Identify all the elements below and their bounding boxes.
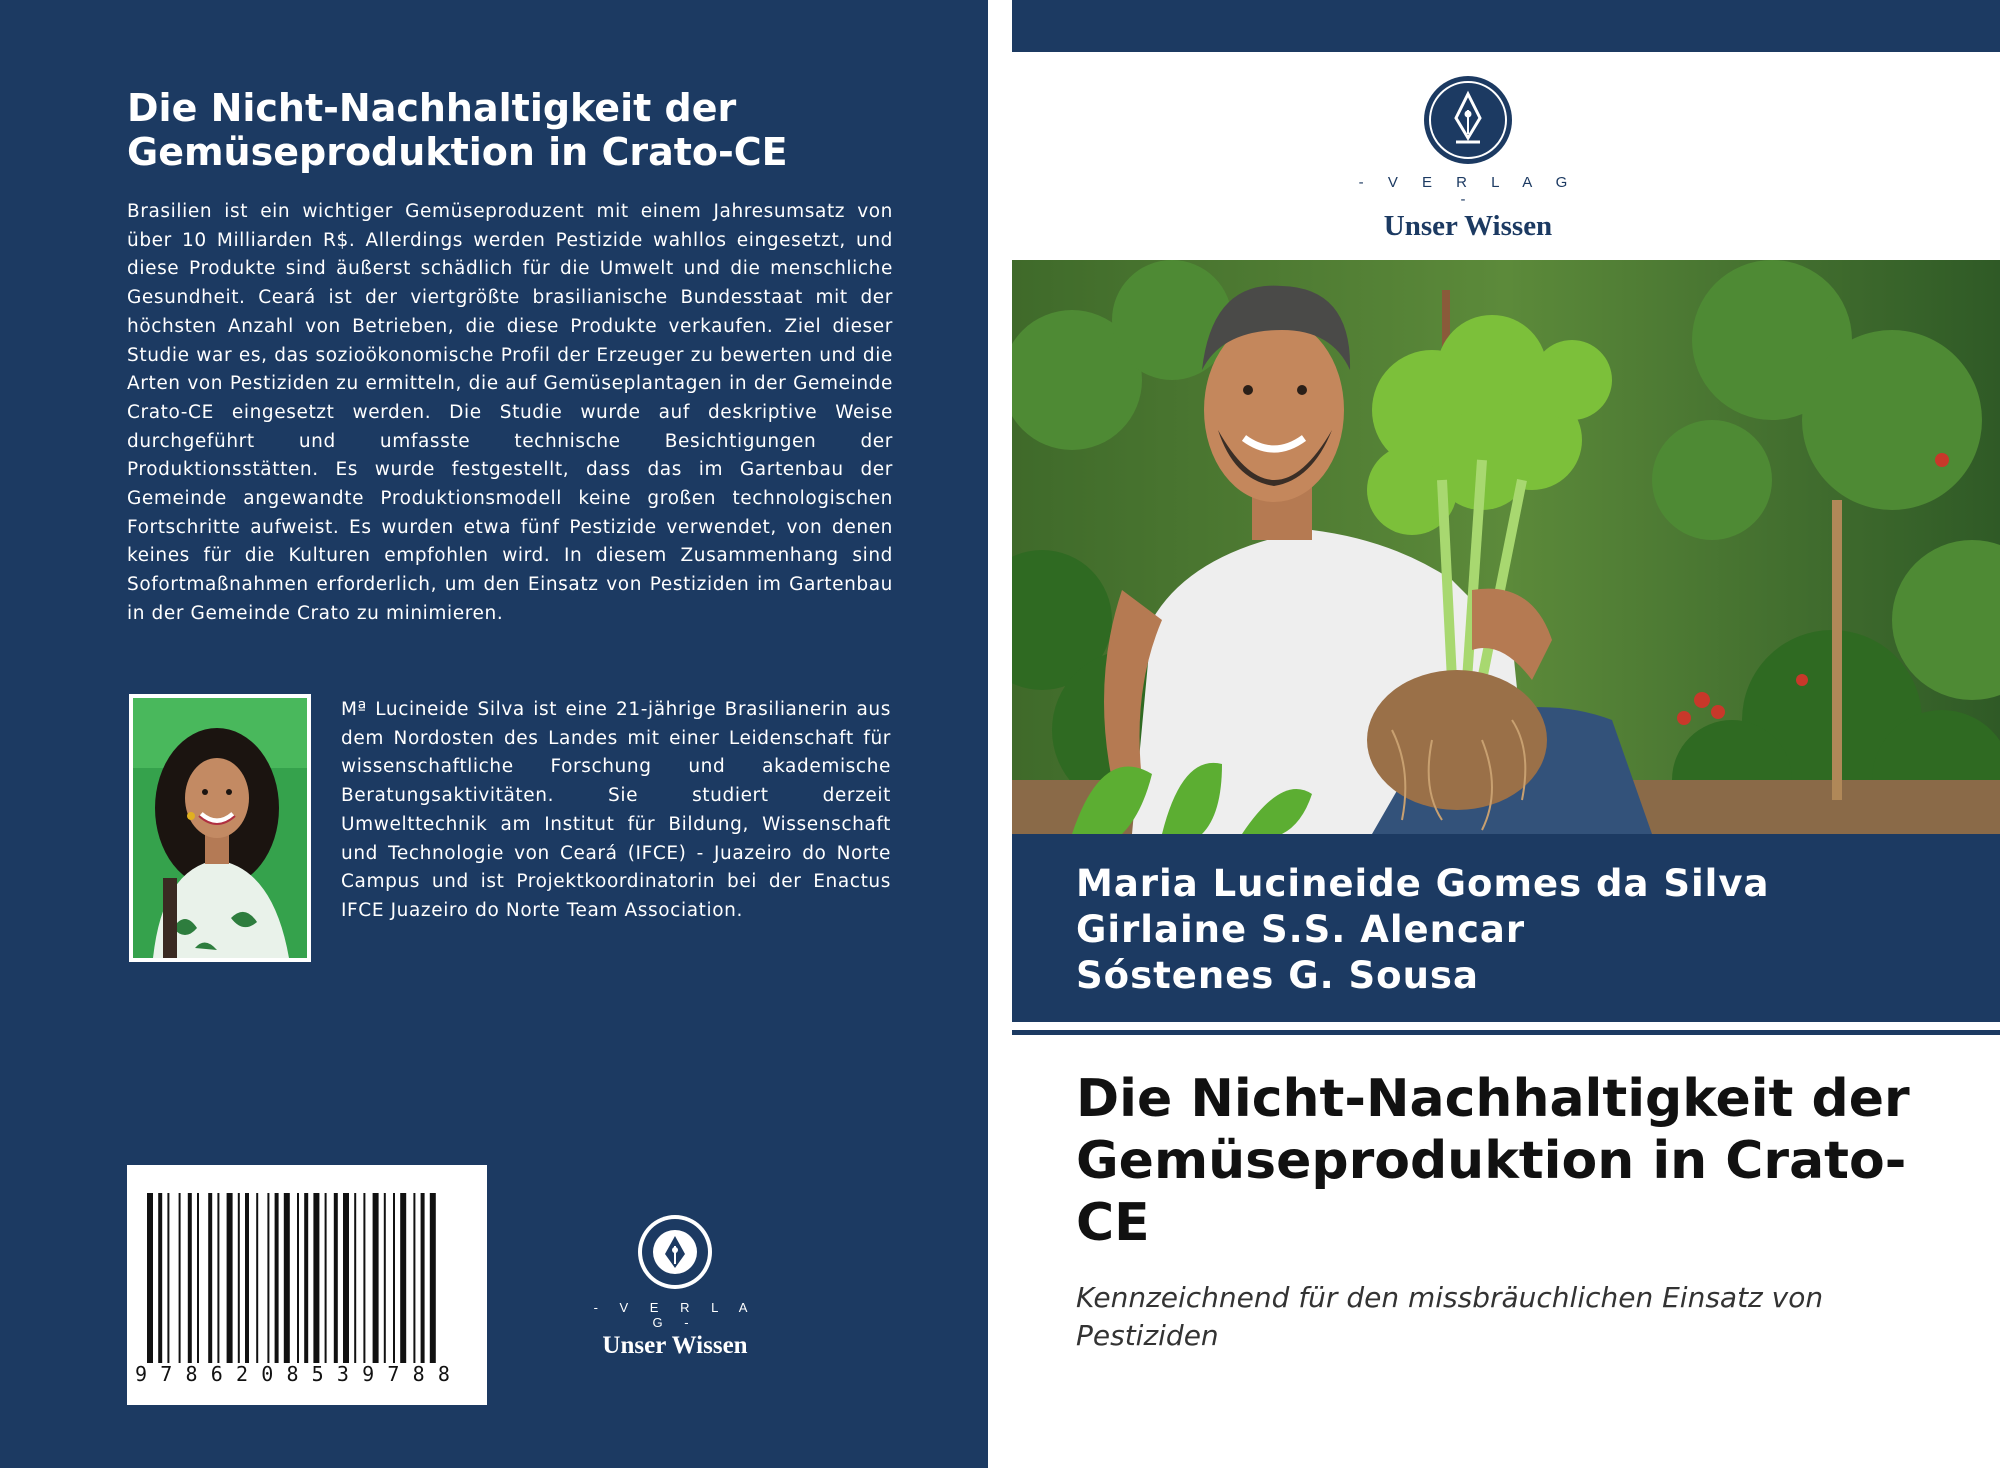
author-name: Sóstenes G. Sousa [1076, 954, 1479, 997]
publisher-logo-back [580, 1212, 770, 1360]
barcode-bar [238, 1193, 240, 1363]
logo-verlag-label: - V E R L A G - [1358, 174, 1578, 208]
divider-rule [1012, 1030, 2000, 1035]
barcode-bar [400, 1193, 406, 1363]
logo-name: Unser Wissen [1383, 210, 1553, 242]
front-cover-subtitle: Kennzeichnend für den missbräuchlichen Einsatz von Pestiziden [1076, 1281, 1824, 1352]
author-name: Girlaine S.S. Alencar [1076, 908, 1526, 951]
barcode-bar [208, 1193, 212, 1363]
front-top-bar [1012, 0, 2000, 52]
back-cover-title: Die Nicht-Nachhaltigkeit der Gemüseproduktion in Crato-CE [127, 86, 788, 174]
author-bio: Mª Lucineide Silva ist eine 21-jährige Brasilianerin aus dem Nordosten des Landes mit einer Leidenschaft für wissenschaftliche Forschung und akademische Beratungsaktivitäten. Sie studiert derzeit Umwelttechnik am Institut für Bildung, Wissenschaft und Technologie von Ceará (IFCE) - Juazeiro do Norte Campus und ist Projektkoordinatorin bei der Enactus IFCE Juazeiro do Norte Team Association. [341, 699, 891, 921]
barcode-bar [413, 1193, 415, 1363]
barcode-bar [297, 1193, 299, 1363]
author-photo [129, 694, 311, 962]
barcode-bar [256, 1193, 258, 1363]
barcode-bar [393, 1193, 395, 1363]
barcode-bar [421, 1193, 425, 1363]
barcode-bar [430, 1193, 436, 1363]
barcode-bar [217, 1193, 219, 1363]
barcode-bar [284, 1193, 290, 1363]
farmer-photo-illustration [1012, 260, 2000, 834]
isbn-barcode [127, 1165, 487, 1405]
barcode-bar [304, 1193, 308, 1363]
logo-name: Unser Wissen [602, 1332, 748, 1359]
fountain-pen-nib-icon [635, 1212, 715, 1292]
barcode-bar [313, 1193, 319, 1363]
authors-band [1012, 834, 2000, 1022]
barcode-bar [384, 1193, 386, 1363]
barcode-bar [325, 1193, 327, 1363]
barcode-bar [334, 1193, 338, 1363]
barcode-bar [158, 1193, 162, 1363]
back-cover-blurb: Brasilien ist ein wichtiger Gemüseproduzent mit einem Jahresumsatz von über 10 Milliarden R$. Allerdings werden Pestizide wahllos eingesetzt, und diese Produkte sind äußerst schädlich für die Umwelt und die menschliche Gesundheit. Ceará ist der viertgrößte brasilianische Bundesstaat mit der höchsten Anzahl von Betrieben, die diese Produkte verkaufen. Ziel dieser Studie war es, das sozioökonomische Profil der Erzeuger zu bewerten und die Arten von Pestiziden zu ermitteln, die auf Gemüseplantagen in der Gemeinde Crato-CE eingesetzt werden. Die Studie wurde auf deskriptive Weise durchgeführt und umfasste technische Besichtigungen der Produktionsstätten. Es wurde festgestellt, dass das im Gartenbau der Gemeinde angewandte Produktionsmodell keine großen technologischen Fortschritte aufweist. Es wurden etwa fünf Pestizide verwendet, von denen keines für die Kulturen empfohlen wird. In diesem Zusammenhang sind Sofortmaßnahmen erforderlich, um den Einsatz von Pestiziden im Gartenbau in der Gemeinde Crato zu minimieren. [127, 201, 893, 624]
barcode-bar [179, 1193, 181, 1363]
barcode-bar [167, 1193, 169, 1363]
barcode-bar [267, 1193, 269, 1363]
logo-verlag-label: - V E R L A G - [593, 1300, 757, 1330]
publisher-logo-front [1358, 74, 1578, 242]
barcode-bar [275, 1193, 279, 1363]
front-cover-title: Die Nicht-Nachhaltigkeit der Gemüseproduktion in Crato-CE [1076, 1069, 1910, 1253]
author-name: Maria Lucineide Gomes da Silva [1076, 862, 1770, 905]
barcode-bar [147, 1193, 153, 1363]
back-cover [0, 0, 988, 1468]
spine [988, 0, 1012, 1468]
barcode-bar [373, 1193, 379, 1363]
barcode-bars [147, 1193, 467, 1363]
barcode-bar [197, 1193, 199, 1363]
author-photo-illustration [133, 698, 307, 958]
barcode-bar [354, 1193, 356, 1363]
barcode-bar [343, 1193, 349, 1363]
fountain-pen-nib-icon [1422, 74, 1514, 166]
barcode-bar [188, 1193, 192, 1363]
front-cover [1012, 0, 2000, 1468]
farmer-photo [1012, 260, 2000, 834]
barcode-bar [363, 1193, 365, 1363]
barcode-bar [245, 1193, 249, 1363]
isbn-digits: 9786208539788 [135, 1362, 464, 1386]
barcode-bar [227, 1193, 233, 1363]
